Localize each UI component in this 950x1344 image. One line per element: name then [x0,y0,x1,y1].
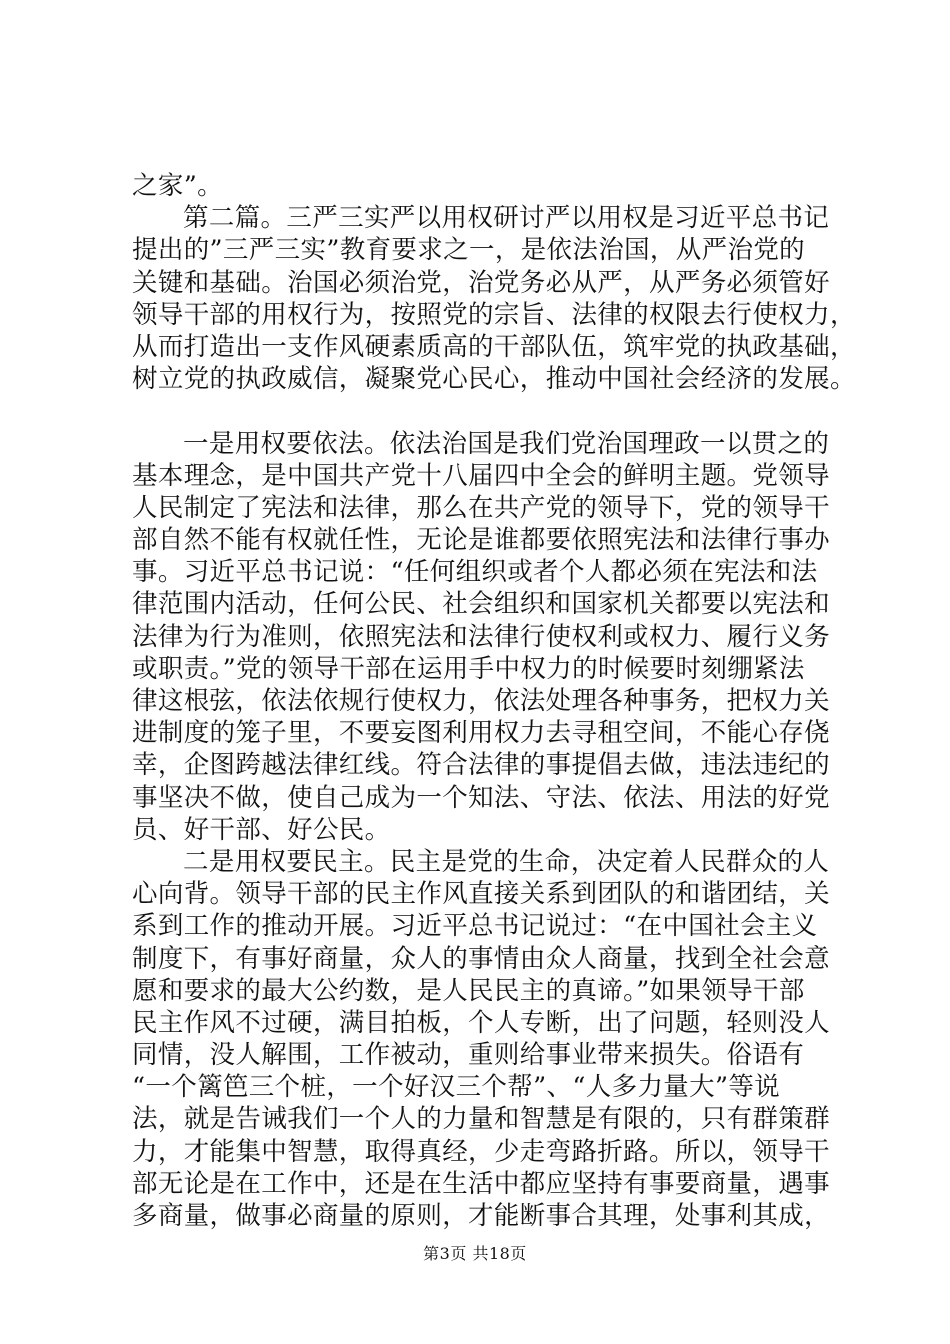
text-line: 多商量，做事必商量的原则，才能断事合其理，处事利其成， [132,1201,830,1231]
body-text [132,170,856,1232]
text-line: 民主作风不过硬，满目拍板，个人专断，出了问题，轻则没人 [132,1007,830,1038]
text-line: 系到工作的推动开展。习近平总书记说过：“在中国社会主义 [132,911,818,942]
text-line: 法律为行为准则，依照宪法和法律行使权利或权力、履行义务 [132,621,830,652]
text-line: 二是用权要民主。民主是党的生命，决定着人民群众的人 [183,846,830,877]
text-line: 愿和要求的最大公约数，是人民民主的真谛。”如果领导干部 [132,975,805,1006]
page-footer [0,1244,950,1264]
text-line: 员、好干部、好公民。 [132,814,391,845]
text-line: 人民制定了宪法和法律，那么在共产党的领导下，党的领导干 [132,492,830,523]
text-line: 部自然不能有权就任性，无论是谁都要依照宪法和法律行事办 [132,525,830,556]
text-line: 关键和基础。治国必须治党，治党务必从严，从严务必须管好 [132,267,830,298]
text-line: 进制度的笼子里，不要妄图利用权力去寻租空间，不能心存侥 [132,718,830,749]
page-number-label: 第3页 共18页 [423,1244,527,1263]
text-line: 事坚决不做，使自己成为一个知法、守法、依法、用法的好党 [132,782,830,813]
text-line: 法，就是告诫我们一个人的力量和智慧是有限的，只有群策群 [132,1104,830,1135]
text-line: 从而打造出一支作风硬素质高的干部队伍，筑牢党的执政基础， [132,331,856,362]
text-line: 事。习近平总书记说：“任何组织或者个人都必须在宪法和法 [132,557,818,588]
text-line: 领导干部的用权行为，按照党的宗旨、法律的权限去行使权力， [132,299,856,330]
text-line: 幸，企图跨越法律红线。符合法律的事提倡去做，违法违纪的 [132,750,830,781]
text-line: 同情，没人解围，工作被动，重则给事业带来损失。俗语有 [132,1040,805,1071]
text-line: 力，才能集中智慧，取得真经，少走弯路折路。所以，领导干 [132,1136,830,1167]
text-line: “一个篱笆三个桩，一个好汉三个帮”、“人多力量大”等说 [132,1072,781,1103]
text-line: 基本理念，是中国共产党十八届四中全会的鲜明主题。党领导 [132,460,830,491]
text-line: 一是用权要依法。依法治国是我们党治国理政一以贯之的 [183,428,830,459]
text-line: 提出的”三严三实”教育要求之一，是依法治国，从严治党的 [132,235,806,266]
blank-line [132,395,832,427]
text-line: 律范围内活动，任何公民、社会组织和国家机关都要以宪法和 [132,589,830,620]
text-line: 之家”。 [132,171,223,201]
text-line: 心向背。领导干部的民主作风直接关系到团队的和谐团结，关 [132,879,830,910]
text-line: 树立党的执政威信，凝聚党心民心，推动中国社会经济的发展。 [132,364,856,395]
text-line: 或职责。”党的领导干部在运用手中权力的时候要时刻绷紧法 [132,653,805,684]
text-line: 第二篇。三严三实严以用权研讨严以用权是习近平总书记 [183,203,830,234]
text-line: 律这根弦，依法依规行使权力，依法处理各种事务，把权力关 [132,686,830,716]
text-line: 部无论是在工作中，还是在生活中都应坚持有事要商量，遇事 [132,1168,830,1199]
text-line: 制度下，有事好商量，众人的事情由众人商量，找到全社会意 [132,943,830,974]
